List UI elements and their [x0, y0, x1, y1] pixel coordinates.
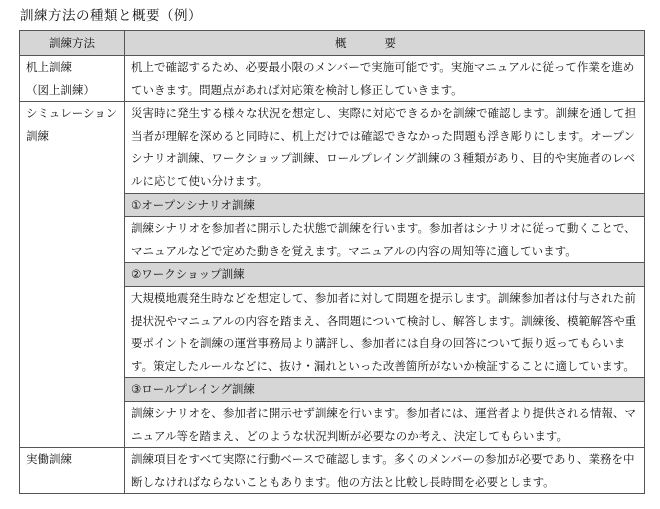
table-header-row [20, 31, 645, 56]
summary-cell-simulation: 災害時に発生する様々な状況を想定し、実際に対応できるかを訓練で確認します。訓練を通して担当者が理解を深めると同時に、机上だけでは確認できなかった問題も浮き彫りにします。オープンシナリオ訓練、ワークショップ訓練、ロールプレイング訓練の３種類があり、目的や実施者のレベルに応じて使い分けます。 [125, 102, 645, 193]
subtype-summary-workshop: 大規模地震発生時などを想定して、参加者に対して問題を提示します。訓練参加者は付与された前提状況やマニュアルの内容を踏まえ、各問題について検討し、解答します。訓練後、模範解答や重要ポイントを訓練の運営事務局より講評し、参加者には自身の回答について振り返ってもらいます。策定したルールなどに、抜け・漏れといった改善箇所がないか検証することに適しています。 [125, 286, 645, 377]
subtype-summary-role-playing: 訓練シナリオを、参加者に開示せず訓練を行います。参加者には、運営者より提供される情報、マニュアル等を踏まえ、どのような状況判断が必要なのか考え、決定してもらいます。 [125, 401, 645, 447]
document-title: 訓練方法の種類と概要（例） [20, 8, 202, 24]
summary-cell-actual: 訓練項目をすべて実際に行動ベースで確認します。多くのメンバーの参加が必要であり、業務を中断しなければならないこともあります。他の方法と比較し長時間を必要とします。 [125, 448, 645, 494]
subtype-summary-open-scenario: 訓練シナリオを参加者に開示した状態で訓練を行います。参加者はシナリオに従って動くことで、マニュアルなどで定めた動きを覚えます。マニュアルの内容の周知等に適しています。 [125, 217, 645, 263]
table-row-desk [20, 56, 645, 102]
method-label-desk: 机上訓練 [26, 60, 72, 74]
method-cell-simulation: シミュレーション訓練 [20, 102, 125, 448]
summary-cell-desk: 机上で確認するため、必要最小限のメンバーで実施可能です。実施マニュアルに従って作業を進めていきます。問題点があれば対応策を検討し修正していきます。 [125, 56, 645, 102]
training-methods-table [19, 30, 645, 494]
header-method: 訓練方法 [20, 31, 125, 56]
header-summary: 概要 [125, 31, 645, 56]
subtype-title-role-playing: ③ロールプレイング訓練 [125, 378, 645, 402]
method-cell-actual: 実働訓練 [20, 448, 125, 494]
subtype-title-open-scenario: ①オープンシナリオ訓練 [125, 193, 645, 217]
table-row-simulation [20, 102, 645, 193]
table-row-actual [20, 448, 645, 494]
subtype-title-workshop: ②ワークショップ訓練 [125, 263, 645, 287]
method-sublabel-desk: （図上訓練） [26, 82, 95, 97]
method-cell-desk [20, 56, 125, 102]
